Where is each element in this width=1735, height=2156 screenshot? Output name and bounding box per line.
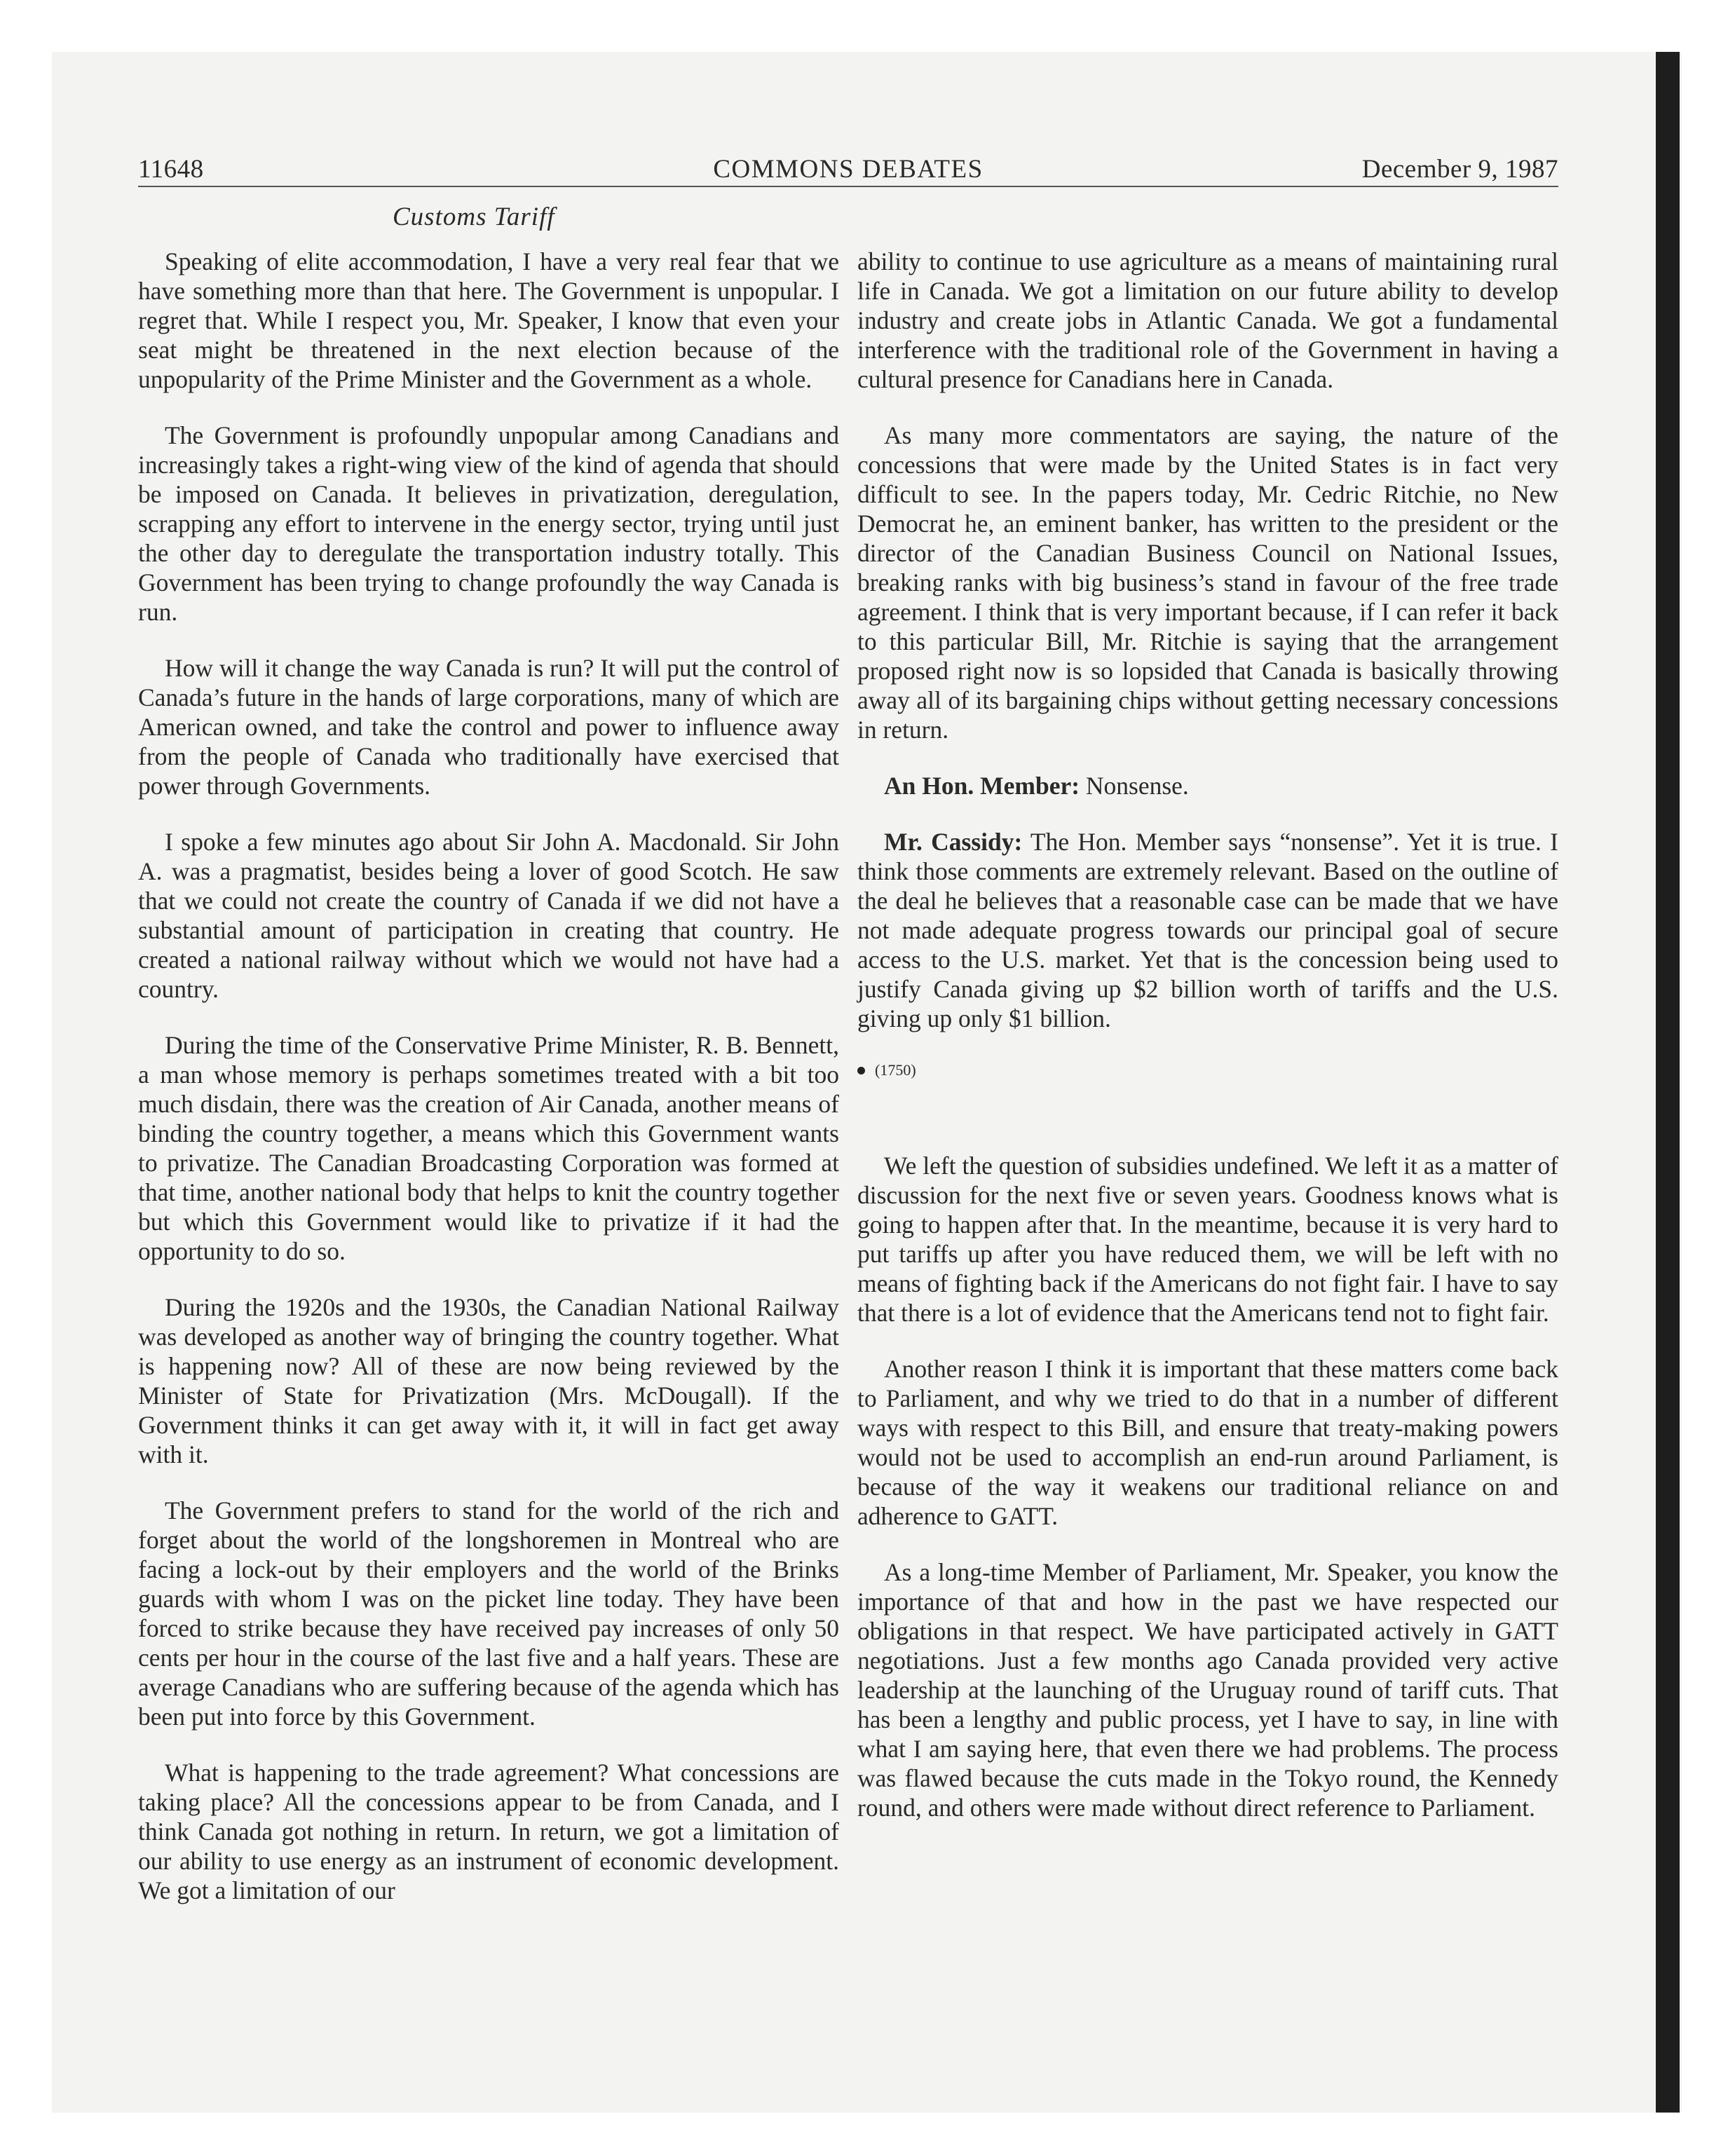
- paragraph: The Government prefers to stand for the world of the rich and forget about the world of the longshoremen in Montreal who are facing a lock-out by their employers and the world of the Brinks guards with whom I was on the picket line today. They have been forced to strike because they have received pay increases of only 50 cents per hour in the course of the last five and a half years. These are average Canadians who are suffering because of the agenda which has been put into force by this Government.: [138, 1496, 839, 1731]
- paragraph: During the time of the Conservative Prime Minister, R. B. Bennett, a man whose memory is perhaps sometimes treated with a bit too much disdain, there was the creation of Air Canada, another means of binding the country together, a means which this Government wants to privatize. The Canadian Broadcasting Corporation was formed at that time, another national body that helps to knit the country together but which this Government would like to privatize if it had the opportunity to do so.: [138, 1031, 839, 1265]
- bullet-dot-icon: [857, 1067, 865, 1074]
- scan-edge-shadow: [1656, 52, 1680, 2113]
- right-column: [857, 247, 1558, 1849]
- paragraph: We left the question of subsidies undefined. We left it as a matter of discussion for the next five or seven years. Goodness knows what is going to happen after that. In the meantime, because it is very hard to put tariffs up after you have reduced them, we will be left with no means of fighting back if the Americans do not fight fair. I have to say that there is a lot of evidence that the Americans tend not to fight fair.: [857, 1152, 1558, 1327]
- paragraph: Another reason I think it is important that these matters come back to Parliament, and why we tried to do that in a number of different ways with respect to this Bill, and ensure that treaty-making powers would not be used to accomplish an end-run around Parliament, is because of the way it weakens our traditional reliance on and adherence to GATT.: [857, 1355, 1558, 1530]
- speech-text: The Hon. Member says “nonsense”. Yet it is true. I think those comments are extremely relevant. Based on the outline of the deal he believes that a reasonable case can be made that we have not made adequate progress towards our principal goal of secure access to the U.S. market. Yet that is the concession being used to justify Canada giving up $2 billion worth of tariffs and the U.S. giving up only $1 billion.: [857, 828, 1558, 1032]
- time-marker-text: (1750): [875, 1061, 916, 1079]
- time-marker: [857, 1060, 1558, 1081]
- paragraph: What is happening to the trade agreement? What concessions are taking place? All the concessions appear to be from Canada, and I think Canada got nothing in return. In return, we got a limitation of our ability to use energy as an instrument of economic development. We got a limitation of our: [138, 1759, 839, 1904]
- paragraph: How will it change the way Canada is run? It will put the control of Canada’s future in the hands of large corporations, many of which are American owned, and take the control and power to influence away from the people of Canada who traditionally have exercised that power through Governments.: [138, 654, 839, 800]
- paragraph: During the 1920s and the 1930s, the Canadian National Railway was developed as another way of bringing the country together. What is happening now? All of these are now being reviewed by the Minister of State for Privatization (Mrs. McDougall). If the Government thinks it can get away with it, it will in fact get away with it.: [138, 1293, 839, 1468]
- paragraph: As a long-time Member of Parliament, Mr. Speaker, you know the importance of that and how in the past we have respected our obligations in that respect. We have participated actively in GATT negotiations. Just a few months ago Canada provided very active leadership at the launching of the Uruguay round of tariff cuts. That has been a lengthy and public process, yet I have to say, in line with what I am saying here, that even there we had problems. The process was flawed because the cuts made in the Tokyo round, the Kennedy round, and others were made without direct reference to Parliament.: [857, 1558, 1558, 1822]
- page-header: [138, 154, 1558, 193]
- page-number: 11648: [138, 155, 204, 184]
- speaker-name: Mr. Cassidy:: [884, 828, 1023, 856]
- paragraph: I spoke a few minutes ago about Sir John A. Macdonald. Sir John A. was a pragmatist, besides being a lover of good Scotch. He saw that we could not create the country of Canada if we did not have a substantial amount of participation in creating that country. He created a national railway without which we would not have had a country.: [138, 828, 839, 1003]
- publication-title: COMMONS DEBATES: [713, 155, 984, 184]
- speech-text: Nonsense.: [1080, 772, 1189, 800]
- publication-date: December 9, 1987: [1361, 155, 1558, 184]
- speech-cassidy: [857, 827, 1558, 1033]
- paragraph: Speaking of elite accommodation, I have a very real fear that we have something more than that here. The Government is unpopular. I regret that. While I respect you, Mr. Speaker, I know that even your seat might be threatened in the next election because of the unpopularity of the Prime Minister and the Government as a whole.: [138, 247, 839, 393]
- interjection: [857, 771, 1558, 800]
- left-column: [138, 247, 839, 1932]
- section-title: Customs Tariff: [393, 203, 555, 231]
- paragraph: As many more commentators are saying, the nature of the concessions that were made by the United States is in fact very difficult to see. In the papers today, Mr. Cedric Ritchie, no New Democrat he, an eminent banker, has written to the president or the director of the Canadian Business Council on National Issues, breaking ranks with big business’s stand in favour of the free trade agreement. I think that is very important because, if I can refer it back to this particular Bill, Mr. Ritchie is saying that the arrangement proposed right now is so lopsided that Canada is basically throwing away all of its bargaining chips without getting necessary concessions in return.: [857, 421, 1558, 744]
- paragraph: The Government is profoundly unpopular among Canadians and increasingly takes a right-wing view of the kind of agenda that should be imposed on Canada. It believes in privatization, deregulation, scrapping any effort to intervene in the energy sector, trying until just the other day to deregulate the transportation industry totally. This Government has been trying to change profoundly the way Canada is run.: [138, 421, 839, 626]
- speaker-name: An Hon. Member:: [884, 772, 1080, 800]
- header-rule: [138, 186, 1558, 187]
- paragraph-continuation: ability to continue to use agriculture as a means of maintaining rural life in Canada. We got a limitation on our future ability to develop industry and create jobs in Atlantic Canada. We got a fundamental interference with the traditional role of the Government in having a cultural presence for Canadians here in Canada.: [857, 247, 1558, 393]
